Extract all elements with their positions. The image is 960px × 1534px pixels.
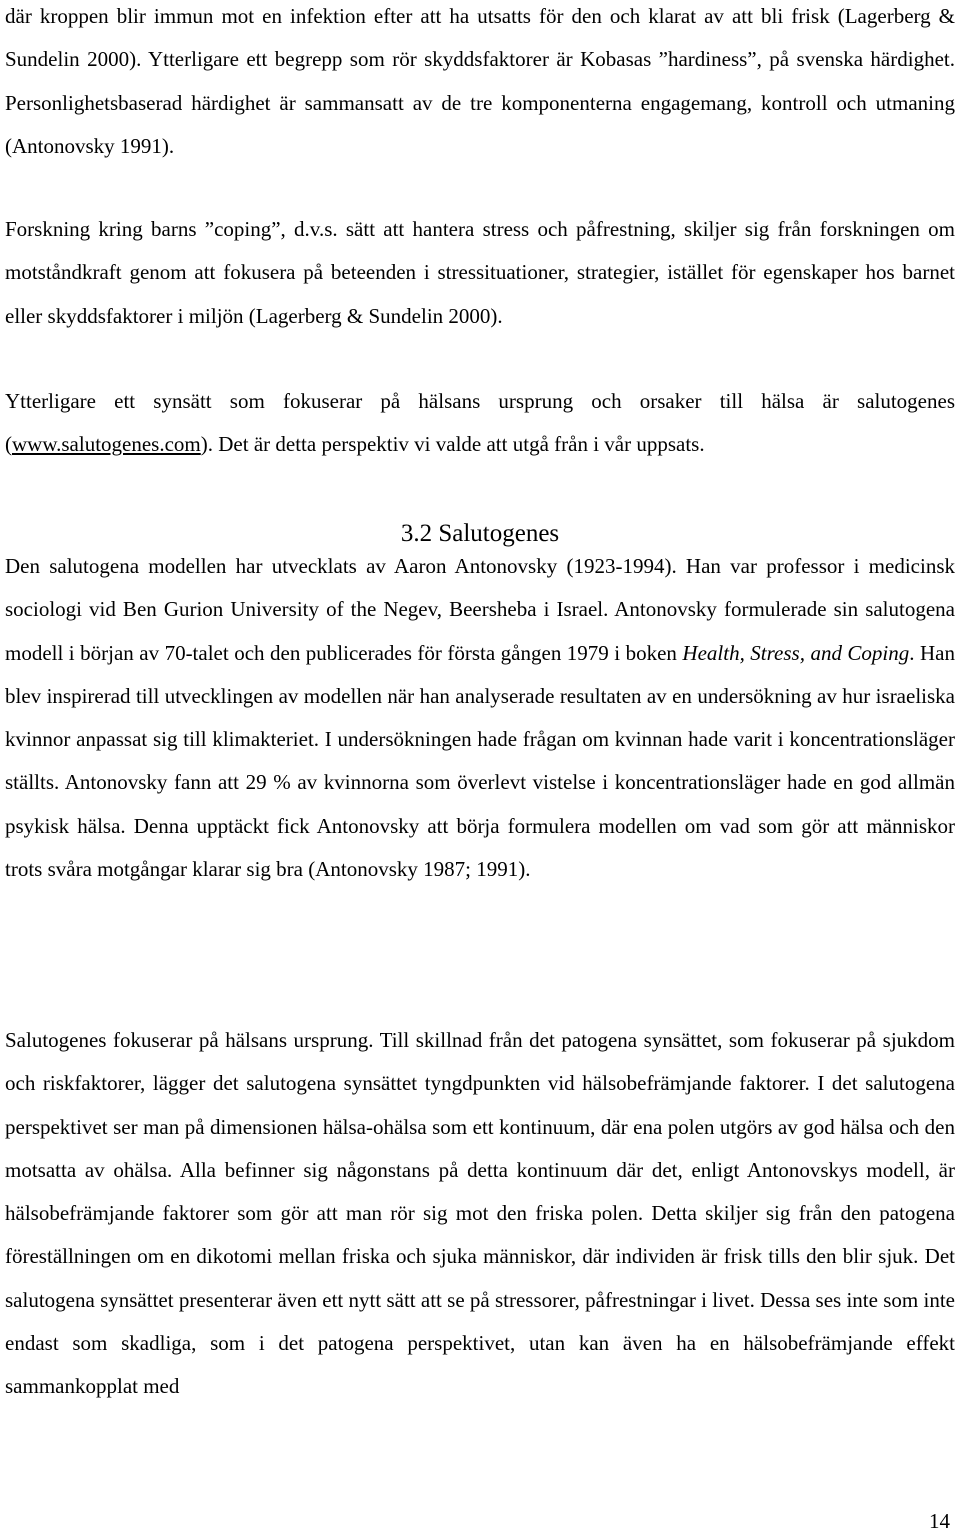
paragraph-coping-text: Forskning kring barns ”coping”, d.v.s. sätt att hantera stress och påfrestning, skiljer sig från forskningen om motståndkraft genom att fokusera på beteenden i stressituationer, strategier, istället för egenskaper hos barnet eller skyddsfaktorer i miljön (Lagerberg & Sundelin 2000). xyxy=(5,217,955,328)
paragraph-salutogenes-intro xyxy=(5,380,955,467)
paragraph-coping xyxy=(5,208,955,338)
section-heading: 3.2 Salutogenes xyxy=(400,520,560,547)
paragraph-focus-text: Salutogenes fokuserar på hälsans ursprung. Till skillnad från det patogena synsättet, som fokuserar på sjukdom och riskfaktorer, lägger det salutogena synsättet tyngdpunkten vid hälsobefrämjande faktorer. I det salutogena perspektivet ser man på dimensionen hälsa-ohälsa som ett kontinuum, där ena polen utgörs av god hälsa och den motsatta av ohälsa. Alla befinner sig någonstans på detta kontinuum där det, enligt Antonovskys modell, är hälsobefrämjande faktorer som gör att man rör sig mot den friska polen. Detta skiljer sig från den patogena föreställningen om en dikotomi mellan friska och sjuka människor, där individen är frisk tills den blir sjuk. Det salutogena synsättet presenterar även ett nytt sätt att se på stressorer, påfrestningar i livet. Dessa ses inte som inte endast som skadliga, som i det patogena perspektivet, utan kan även ha en hälsobefrämjande effekt sammankopplat med xyxy=(5,1028,955,1399)
paragraph-intro-before: Ytterligare ett synsätt som fokuserar på hälsans ursprung och orsaker till hälsa är salutogenes ( xyxy=(5,389,955,457)
page-number: 14 xyxy=(929,1509,950,1533)
paragraph-antonovsky-after: . Han blev inspirerad till utvecklingen av modellen när han analyserade resultaten av en undersökning av hur israeliska kvinnor anpassat sig till klimakteriet. I undersökningen hade frågan om kvinnan hade varit i koncentrationsläger ställts. Antonovsky fann att 29 % av kvinnorna som överlevt vistelse i koncentrationsläger hade en god allmän psykisk hälsa. Denna upptäckt fick Antonovsky att börja formulera modellen om vad som gör att människor trots svåra motgångar klarar sig bra (Antonovsky 1987; 1991). xyxy=(5,640,956,882)
paragraph-antonovsky xyxy=(5,545,955,891)
paragraph-resilience-text: där kroppen blir immun mot en infektion efter att ha utsatts för den och klarat av att bli frisk (Lagerberg & Sundelin 2000). Ytterligare ett begrepp som rör skyddsfaktorer är Kobasas ”hardiness”, på svenska härdighet. Personlighetsbaserad härdighet är sammansatt av de tre komponenterna engagemang, kontroll och utmaning (Antonovsky 1991). xyxy=(5,4,955,158)
salutogenes-link[interactable]: www.salutogenes.com xyxy=(12,432,201,457)
paragraph-intro-after: ). Det är detta perspektiv vi valde att utgå från i vår uppsats. xyxy=(200,432,705,457)
paragraph-antonovsky-before: Den salutogena modellen har utvecklats av Aaron Antonovsky (1923-1994). Han var professor i medicinsk sociologi vid Ben Gurion University of the Negev, Beersheba i Israel. Antonovsky formulerade sin salutogena modell i början av 70-talet och den publicerades för första gången 1979 i boken xyxy=(5,554,955,665)
book-title: Health, Stress, and Coping xyxy=(682,640,910,665)
paragraph-salutogenes-focus xyxy=(5,1019,955,1409)
paragraph-resilience xyxy=(5,0,955,168)
